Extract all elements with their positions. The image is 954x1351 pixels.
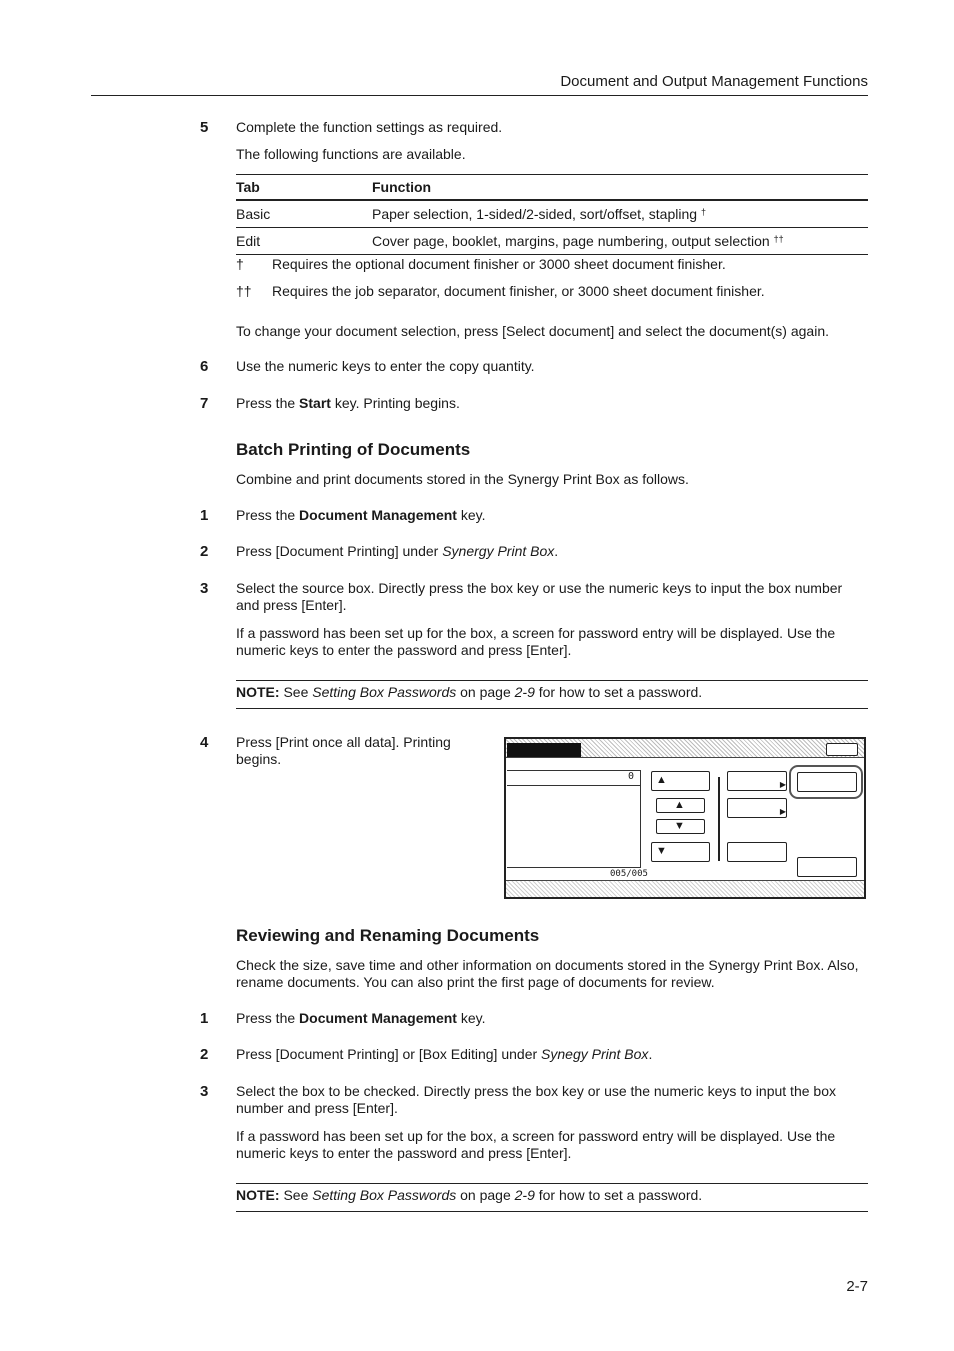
- arrow-marker-icon: ▶: [779, 780, 786, 789]
- scroll-top-button[interactable]: [651, 771, 710, 791]
- section-intro: Check the size, save time and other information on documents stored in the Synergy Print Box. Also, rename documents. You can also print the first page of documents for review.: [236, 957, 859, 990]
- triangle-down-icon: ▼: [674, 820, 685, 832]
- step-number: 5: [200, 119, 209, 136]
- table-cell-function: Paper selection, 1-sided/2-sided, sort/offset, stapling †: [372, 206, 706, 222]
- document-list-header: [507, 771, 640, 786]
- table-header-function: Function: [372, 179, 432, 195]
- table-cell-tab: Edit: [236, 233, 261, 249]
- page-number: 2-7: [846, 1278, 868, 1295]
- step-text: Press [Document Printing] under Synergy Print Box.: [236, 543, 559, 559]
- preview-button[interactable]: [727, 798, 787, 818]
- triangle-up-icon: ▲: [656, 774, 667, 786]
- table-header-tab: Tab: [236, 179, 260, 195]
- running-header: Document and Output Management Functions: [560, 73, 868, 90]
- step-text: To change your document selection, press [Select document] and select the document(s) again.: [236, 323, 830, 339]
- scroll-bottom-button[interactable]: [651, 842, 710, 862]
- step-text: Press [Print once all data]. Printing begins.: [236, 734, 451, 767]
- print-button[interactable]: [797, 857, 857, 877]
- table-cell-function: Cover page, booklet, margins, page numbering, output selection ††: [372, 233, 784, 249]
- step-number: 2: [200, 1046, 209, 1063]
- select-all-button[interactable]: [727, 842, 787, 862]
- touch-panel-screen: [504, 737, 866, 899]
- step-text: Select the source box. Directly press the box key or use the numeric keys to input the box number and press [Enter].: [236, 580, 843, 613]
- header-rule: [91, 95, 868, 96]
- document-list: [507, 770, 641, 868]
- table-cell-tab: Basic: [236, 206, 271, 222]
- screen-status-bar: [506, 881, 864, 897]
- table-row: [236, 200, 868, 228]
- triangle-up-icon: ▲: [674, 799, 685, 811]
- step-number: 2: [200, 543, 209, 560]
- step-text: Select the box to be checked. Directly press the box key or use the numeric keys to input the box number and press [Enter].: [236, 1083, 836, 1116]
- selected-count: 0: [627, 771, 634, 782]
- step-number: 3: [200, 580, 209, 597]
- step-text: The following functions are available.: [236, 146, 466, 162]
- scroll-down-button[interactable]: [656, 819, 705, 834]
- step-text: Use the numeric keys to enter the copy quantity.: [236, 358, 535, 374]
- step-text: Press the Document Management key.: [236, 507, 486, 523]
- screen-close-button[interactable]: [826, 743, 858, 756]
- footnote: †† Requires the job separator, document finisher, or 3000 sheet document finisher.: [236, 283, 765, 299]
- section-heading: Reviewing and Renaming Documents: [236, 926, 540, 945]
- function-table: [236, 174, 868, 255]
- step-number: 3: [200, 1083, 209, 1100]
- step-number: 4: [200, 734, 209, 751]
- step-number: 6: [200, 358, 209, 375]
- step-number: 1: [200, 1010, 209, 1027]
- table-row: [236, 228, 868, 255]
- note-box: NOTE: See Setting Box Passwords on page 2-9 for how to set a password.: [236, 680, 868, 709]
- scroll-up-button[interactable]: [656, 798, 705, 813]
- highlight-circle: [789, 765, 863, 799]
- step-number: 7: [200, 395, 209, 412]
- step-text: Complete the function settings as required.: [236, 119, 503, 135]
- step-text: Press the Document Management key.: [236, 1010, 486, 1026]
- footnote: † Requires the optional document finisher or 3000 sheet document finisher.: [236, 256, 726, 272]
- arrow-marker-icon: ▶: [779, 807, 786, 816]
- step-number: 1: [200, 507, 209, 524]
- triangle-down-icon: ▼: [656, 845, 667, 857]
- step-text: If a password has been set up for the box, a screen for password entry will be displayed. Use the numeric keys to enter the password and press [Enter].: [236, 1128, 836, 1161]
- detail-button[interactable]: [727, 771, 787, 791]
- note-box: NOTE: See Setting Box Passwords on page 2-9 for how to set a password.: [236, 1183, 868, 1212]
- section-heading: Batch Printing of Documents: [236, 440, 471, 459]
- step-text: If a password has been set up for the box, a screen for password entry will be displayed. Use the numeric keys to enter the password and press [Enter].: [236, 625, 836, 658]
- step-text: Press [Document Printing] or [Box Editing] under Synegy Print Box.: [236, 1046, 653, 1062]
- section-intro: Combine and print documents stored in the Synergy Print Box as follows.: [236, 471, 689, 487]
- screen-title-block: [507, 743, 581, 757]
- step-text: Press the Start key. Printing begins.: [236, 395, 460, 411]
- screen-divider: [718, 777, 720, 861]
- page-counter: 005/005: [610, 869, 648, 879]
